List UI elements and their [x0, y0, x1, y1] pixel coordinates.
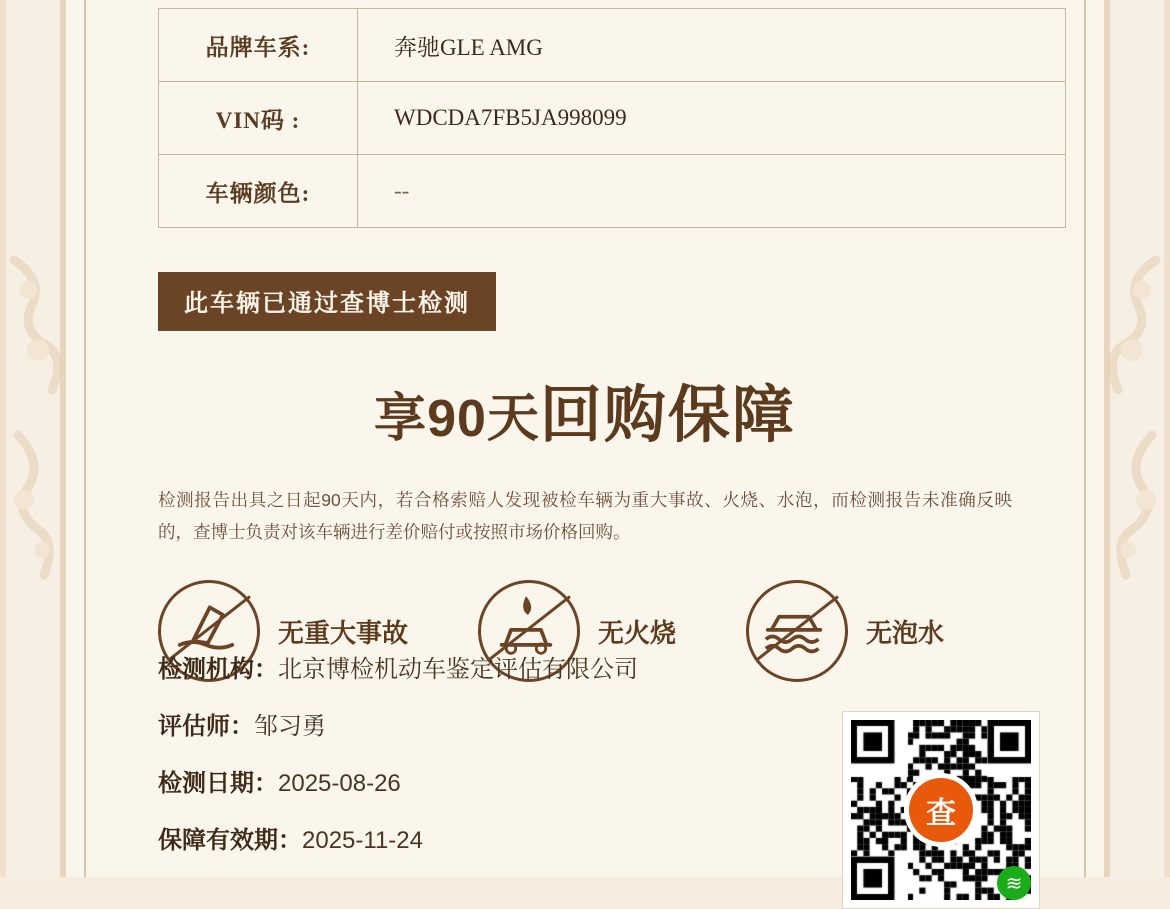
table-row	[159, 155, 1066, 228]
detail-org-label: 检测机构：	[158, 656, 278, 683]
table-row	[159, 82, 1066, 155]
detail-date-value: 2025-08-26	[278, 770, 401, 797]
right-border-line	[1084, 0, 1086, 877]
wechat-miniprogram-icon: ≋	[997, 866, 1031, 900]
row-value-color: --	[358, 155, 1066, 228]
detail-valid-label: 保障有效期：	[158, 827, 302, 854]
detail-date	[158, 763, 918, 798]
ornament-left-bottom	[4, 430, 62, 580]
detail-appraiser	[158, 706, 918, 741]
guarantee-label: 无泡水	[866, 617, 945, 648]
detail-appraiser-label: 评估师：	[158, 713, 254, 740]
terms-paragraph: 检测报告出具之日起90天内，若合格索赔人发现被检车辆为重大事故、火烧、水泡，而检测报告未准确反映的，查博士负责对该车辆进行差价赔付或按照市场价格回购。	[158, 490, 1012, 542]
detail-appraiser-value: 邹习勇	[254, 713, 326, 740]
detail-org-value: 北京博检机动车鉴定评估有限公司	[278, 656, 638, 683]
detail-date-label: 检测日期：	[158, 770, 278, 797]
page-title	[96, 365, 1074, 454]
headline-prefix: 享	[374, 390, 428, 448]
headline-number: 90	[427, 390, 487, 448]
row-value-brand: 奔驰GLE AMG	[358, 9, 1066, 82]
headline-unit: 天	[486, 390, 540, 448]
detail-valid-value: 2025-11-24	[302, 827, 423, 854]
guarantee-label: 无火烧	[598, 617, 677, 648]
row-value-vin: WDCDA7FB5JA998099	[358, 82, 1066, 155]
left-border-line	[84, 0, 86, 877]
qr-code[interactable]	[842, 711, 1040, 909]
table-row	[159, 9, 1066, 82]
footer-details	[158, 649, 918, 877]
detail-org	[158, 649, 918, 684]
qr-logo: 查	[909, 778, 973, 842]
ornament-right-top	[1108, 250, 1166, 400]
vehicle-info-table	[158, 8, 1066, 228]
ornament-left-top	[4, 250, 62, 400]
row-label-vin: VIN码 :	[159, 82, 358, 155]
headline-suffix: 回购保障	[539, 381, 796, 450]
row-label-brand: 品牌车系:	[159, 9, 358, 82]
guarantee-label: 无重大事故	[278, 617, 409, 648]
ornament-right-bottom	[1108, 430, 1166, 580]
detail-valid-until	[158, 820, 918, 855]
row-label-color: 车辆颜色:	[159, 155, 358, 228]
status-badge: 此车辆已通过查博士检测	[158, 272, 496, 331]
certificate-content	[96, 0, 1074, 895]
